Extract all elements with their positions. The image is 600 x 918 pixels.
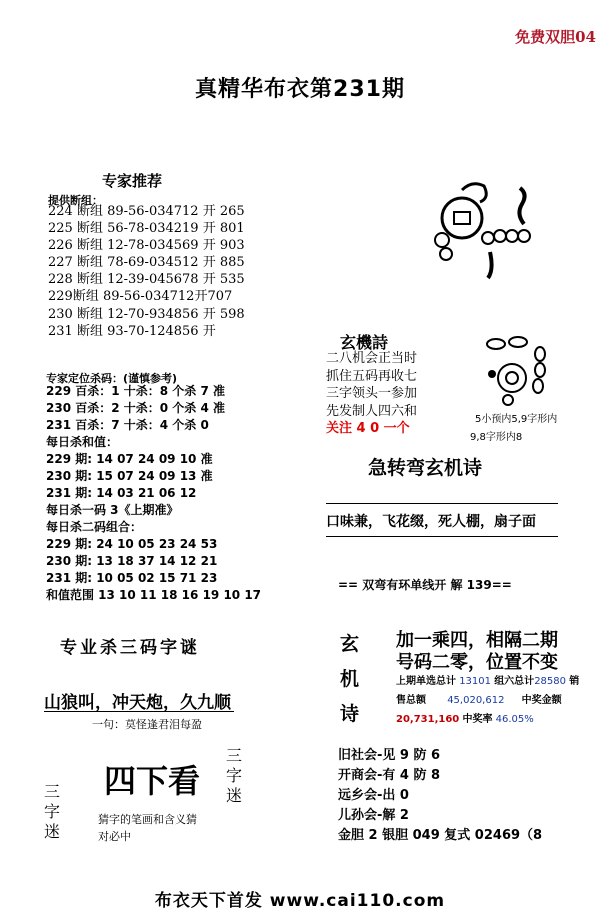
image-note-2: 9,8字形内8 xyxy=(470,432,523,443)
kill-heading: 专家定位杀码：(谨慎参考) xyxy=(46,372,178,385)
kill-row: 230 百杀：2 十杀：0 个杀 4 准 xyxy=(46,401,225,415)
saying-item: 儿孙会-解 2 xyxy=(338,808,409,823)
kill-row: 229 期: 14 07 24 09 10 准 xyxy=(46,452,213,466)
kill-row: 229 百杀：1 十杀：8 个杀 7 准 xyxy=(46,384,225,398)
sales-value: 20,731,160 xyxy=(396,714,460,725)
expert-subheading: 提供断组： xyxy=(48,194,103,207)
expert-row: 228 断组 12-39-045678 开 535 xyxy=(48,272,245,288)
footer-text: 布衣天下首发 www.cai110.com xyxy=(154,891,446,911)
sales-value: 28580 xyxy=(534,676,566,687)
riddle-sub: 一句：莫怪逢君泪每盈 xyxy=(92,718,202,731)
coin-stack-illustration xyxy=(484,332,560,410)
kill-row: 每日杀和值： xyxy=(46,435,119,449)
sales-label: 组六总计 xyxy=(494,676,535,687)
sales-label: 销 xyxy=(569,676,580,687)
sales-value: 46.05% xyxy=(495,714,534,725)
riddle-hint-2: 对必中 xyxy=(98,830,131,843)
xuanji-heading: 玄機詩 xyxy=(340,333,389,352)
expert-row: 224 断组 89-56-034712 开 265 xyxy=(48,204,245,219)
kill-row: 231 百杀：7 十杀：4 个杀 0 xyxy=(46,418,209,432)
coins-illustration xyxy=(432,180,552,280)
kill-rows xyxy=(46,383,261,604)
sales-value: 13101 xyxy=(459,676,491,687)
poem-line: 先发制人四六和 xyxy=(326,403,418,419)
image-note-1: 5小预内5,9字形内 xyxy=(475,414,558,425)
expert-row: 227 断组 78-69-034512 开 885 xyxy=(48,255,245,271)
sales-row-2 xyxy=(396,691,562,706)
jizhuan-single: == 双弯有环单线开 解 139== xyxy=(338,578,512,592)
kill-row: 230 期: 15 07 24 09 13 准 xyxy=(46,469,213,483)
poem-line: 抓住五码再收七 xyxy=(326,368,418,384)
jizhuan-rule-top xyxy=(326,503,558,504)
expert-row: 229断组 89-56-034712开707 xyxy=(48,289,233,305)
saying-item: 开商会-有 4 防 8 xyxy=(338,768,441,783)
jizhuan-rule-bottom xyxy=(326,536,558,537)
sales-label: 中奖金额 xyxy=(521,695,562,706)
riddle-line: 山狼叫，冲天炮，久九顺 xyxy=(44,693,231,713)
poem-line: 三字领头一参加 xyxy=(326,386,418,402)
xuanji2-line-1: 加一乘四，相隔二期 xyxy=(396,630,558,651)
poem-line: 二八机会正当时 xyxy=(326,351,418,366)
sales-row-1 xyxy=(396,672,579,687)
sales-label: 售总额 xyxy=(396,695,426,706)
riddle-vertical-left: 三字迷 xyxy=(44,782,61,841)
xuanji-vertical-1: 玄 xyxy=(340,633,360,655)
kill-row: 229 期: 24 10 05 23 24 53 xyxy=(46,537,218,551)
sales-label: 上期单选总计 xyxy=(396,676,456,687)
saying-item: 旧社会-见 9 防 6 xyxy=(338,748,441,763)
riddle-underline xyxy=(44,711,234,712)
xuanji-vertical-2: 机 xyxy=(340,668,360,690)
jizhuan-title: 急转弯玄机诗 xyxy=(368,457,483,479)
sales-row-3 xyxy=(396,710,534,725)
expert-row: 231 断组 93-70-124856 开 xyxy=(48,323,216,339)
expert-rows xyxy=(48,203,245,340)
riddle-hint-1: 猜字的笔画和含义猜 xyxy=(98,813,197,826)
riddle-heading: 专业杀三码字谜 xyxy=(60,638,200,658)
saying-item: 金胆 2 银胆 049 复式 02469（8 xyxy=(338,828,543,843)
expert-row: 225 断组 56-78-034219 开 801 xyxy=(48,221,245,237)
kill-row: 230 期: 13 18 37 14 12 21 xyxy=(46,554,218,568)
kill-row: 231 期: 10 05 02 15 71 23 xyxy=(46,571,218,585)
expert-heading: 专家推荐 xyxy=(102,172,163,190)
jizhuan-line: 口味兼，飞花缀，死人棚，扇子面 xyxy=(326,514,536,530)
kill-row: 每日杀一码 3《上期准》 xyxy=(46,503,179,517)
xuanji2-line-2: 号码二零，位置不变 xyxy=(396,652,558,673)
saying-item: 远乡会-出 0 xyxy=(338,788,409,803)
free-double-badge: 免费双胆04 xyxy=(515,28,596,46)
riddle-big-text: 四下看 xyxy=(104,762,201,800)
sales-label: 中奖率 xyxy=(462,714,493,725)
poem-highlight: 关注 4 0 一个 xyxy=(326,421,410,437)
kill-row: 231 期: 14 03 21 06 12 xyxy=(46,486,197,500)
page-title: 真精华布衣第231期 xyxy=(195,77,405,102)
riddle-vertical-right: 三字迷 xyxy=(226,746,243,805)
kill-row: 和值范围 13 10 11 18 16 19 10 17 xyxy=(46,588,262,602)
expert-row: 230 断组 12-70-934856 开 598 xyxy=(48,306,245,322)
expert-row: 226 断组 12-78-034569 开 903 xyxy=(48,238,245,254)
sales-value: 45,020,612 xyxy=(447,695,505,706)
xuanji-vertical-3: 诗 xyxy=(340,703,360,725)
sayings-list xyxy=(338,746,542,846)
kill-row: 每日杀二码组合： xyxy=(46,520,143,534)
xuanji-poem-lines xyxy=(326,350,417,438)
